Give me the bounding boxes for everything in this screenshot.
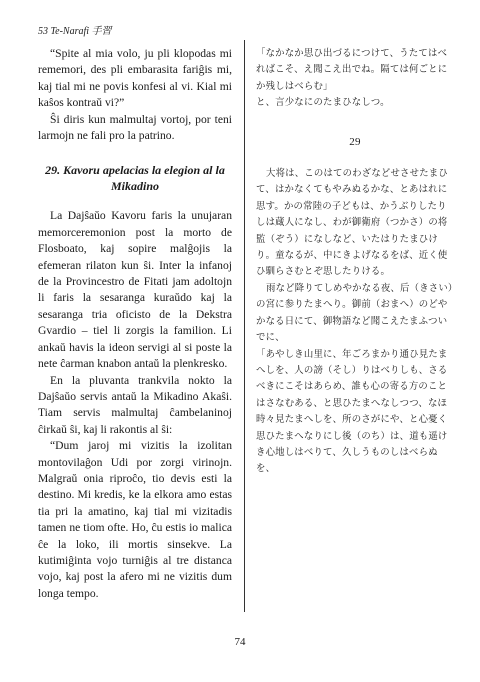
left-paragraph-2: Ŝi diris kun malmultaj vortoj, por teni larmojn ne fali pro la patrino. <box>38 112 232 143</box>
right-paragraph-4: 雨など降りてしめやかなる夜、后（きさい）の宮に参りたまへり。御前（おまへ）のどやかなる日にて、御物語など聞こえたまふついでに、 <box>256 282 453 344</box>
left-paragraph-1: “Spite al mia volo, ju pli klopodas mi rememori, des pli embarasita fariĝis mi, kaj tial mi ne povis konfesi al vi. Kial mi kaŝos kontraŭ vi?” <box>38 47 232 110</box>
right-paragraph-5: 「あやしき山里に、年ごろまかり通ひ見たまへしを、人の謗（そし）りはべりしも、さるべきにこそはあらめ、誰も心の寄る方のことはさなむある、と思ひたまへなしつつ、なほ時々見たまへしを、所のさがにや、と心憂く思ひたまへなりにし後（のち）は、道も遥けき心地しはべりて、久しうものしはべらぬを、 <box>256 348 448 475</box>
right-paragraph-3: 大将は、このはてのわざなどせさせたまひて、はかなくてもやみぬるかな、とあはれに思す。かの常陸の子どもは、かうぶりしたりしは蔵人になし、わが御衛府（つかさ）の将監（ぞう）になしなど、いたはりたまひけり。童なるが、中にきよげなるをば、近く使ひ馴らさむとぞ思したりける。 <box>256 168 448 278</box>
left-paragraph-5: “Dum jaroj mi vizitis la izolitan montovilaĝon Udi por zorgi virinojn. Malgraŭ onia riproĉo, tio devis esti la destino. Mi kredis, ke la elkora amo estas tia pri la amatino, kaj tial mi vizitadis tamen ne tiom ofte. Ho, ĉu estis io malica ĉe la loko, ili mortis sinsekve. La kutimiĝinta vojo turniĝis al tre distanca vojo, kaj post la afero mi ne vizitis dum longa tempo. <box>38 439 232 600</box>
column-divider <box>244 40 245 612</box>
right-paragraph-1: 「なかなか思ひ出づるにつけて、うたてはべればこそ、え聞こえ出でね。隔ては何ごとにか残しはべらむ」 <box>256 48 448 92</box>
page-number: 74 <box>234 636 246 648</box>
right-paragraph-2: と、言少なにのたまひなしつ。 <box>256 97 390 109</box>
running-header: 53 Te-Narafi 手習 <box>38 26 112 37</box>
left-paragraph-4: En la pluvanta trankvila nokto la Dajŝaŭo servis antaŭ la Mikadino Akaŝi. Tiam servis malmultaj ĉambelaninoj ĉirkaŭ ŝi, kaj li rakontis al ŝi: <box>38 373 232 436</box>
section-heading: 29. Kavoru apelacias la elegion al la Mikadino <box>45 163 225 194</box>
left-paragraph-3: La Dajŝaŭo Kavoru faris la unujaran memorceremonion post la morto de Flosboato, kaj sopire malĝojis la efemeran rilaton kun ŝi. Inter la infanoj de la Provincestro de Fitati jam adoltojn li faris la sesaranga kuraŭdo kaj la sesaranga tria oficisto de la Dekstra Gvardio – tiel li zorgis la familion. Li ankaŭ havis la ideon servigi al si poste la nete ĉarman knabon antaŭ la plenkresko. <box>38 209 232 371</box>
esperanto-column <box>38 46 232 602</box>
section-number: 29 <box>349 135 361 148</box>
japanese-column <box>256 46 454 478</box>
